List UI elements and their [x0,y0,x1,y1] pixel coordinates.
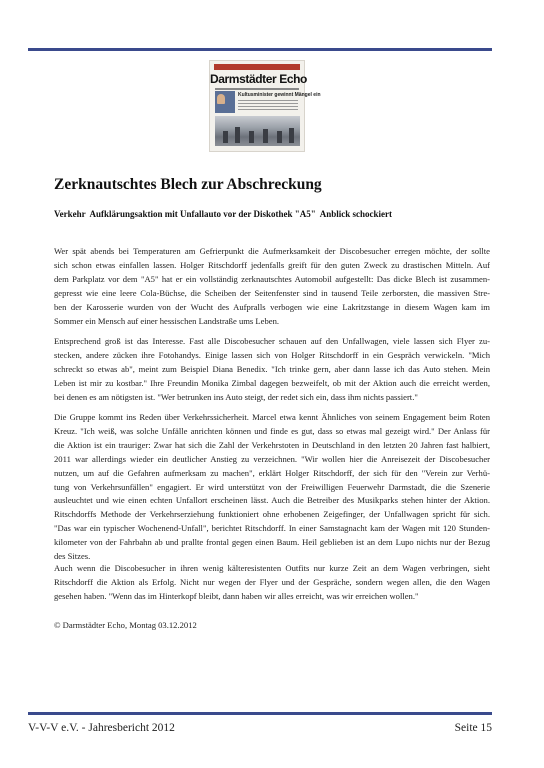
clipping-accent-bar [214,64,300,70]
text-line: Sommer ein Mensch auf einer hessischen Landstraße ums Leben. [54,315,280,326]
article-subheadline: Verkehr Aufklärungsaktion mit Unfallauto vor der Diskothek "A5" Anblick schockiert [54,209,392,219]
text-line: gepresst wie eine leere Cola-Büchse, die Scheiben der Seitenfenster sind in tausend Teile zerborsten, die massiven Stre- [54,287,490,298]
text-line: Leben ist mir zu kostbar." Ihre Freundin Monika Zimbal dagegen bezweifelt, ob mit der Aktion auch die erreicht werden, [54,377,490,388]
clipping-text-lines [238,100,298,112]
text-line: Ritschdorffs Methode der Verkehrserziehung funktioniert ohne erhobenen Zeigefinger, der Unfallwagen spricht für sich. [54,509,490,520]
footer-page-number: Seite 15 [454,722,492,734]
text-line: Ritschdorff die Aktion als Erfolg. Nicht nur wegen der Flyer und der Gespräche, sondern wegen allen, die den Wagen [54,576,490,587]
text-line: nutzen, um auf die Gefahren aufmerksam zu machen", erklärt Holger Ritschdorff, der sich für den "Verein zur Verhü- [54,467,490,478]
text-line: die Aktion ist ein trauriger: Zwar hat sich die Zahl der Verkehrstoten in Deutschland in den letzten 20 Jahren fast halbiert, [54,439,490,450]
text-line: bei denen es am nötigsten ist. "Wer betrunken ins Auto steigt, der redet sich ein, dass ihm nichts passiert." [54,391,418,402]
clipping-main-photo [215,116,300,146]
text-line: gesehen haben. "Wenn das im Hinterkopf bleibt, dann haben wir alles erreicht, was wir erreichen wollen." [54,590,419,601]
clipping-headline: Kultusminister gewinnt Mängel ein [238,92,321,98]
text-line: Die Gruppe kommt ins Reden über Verkehrssicherheit. Marcel etwa kennt Ähnliches von seinem Engagement beim Roten [54,412,490,422]
source-credit: © Darmstädter Echo, Montag 03.12.2012 [54,620,197,630]
newspaper-clipping-image [209,60,321,152]
text-line: ausleuchtet und wie einen echten Unfallort erscheinen lässt. Auch die Betreiber des Musikparks stehen hinter der Aktion. [54,495,490,506]
article-paragraph-2 [54,335,490,405]
clipping-rule [215,88,299,90]
text-line: Entsprechend groß ist das Interesse. Fast alle Discobesucher schauen auf den Unfallwagen, viele lassen sich Flyer zu- [54,336,490,346]
text-line: 2011 war allerdings wieder ein deutlicher Anstieg zu verzeichnen. "Wir wollen hier die Anreisezeit der Discobesucher [54,453,490,464]
text-line: kilometer von der Fahrbahn ab und prallte frontal gegen einen Baum. Heil geblieben ist an dem Lupo nichts nur der Bezug [54,537,490,548]
article-paragraph-3 [54,411,490,564]
text-line: Auch wenn die Discobesucher in ihren wenig kälteresistenten Outfits nur kurze Zeit an dem Wagen verbringen, sieht [54,563,490,573]
footer-report-title: V-V-V e.V. - Jahresbericht 2012 [28,722,175,734]
text-line: "Das war ein typischer Wochenend-Unfall", berichtet Ritschdorff. In einer Samstagnacht kam der Wagen mit 120 Stunden- [54,523,490,534]
text-line: Kreuz. "Ich weiß, was solche Unfälle anrichten können und finde es gut, dass so etwas mal gezeigt wird." Der Anlass für [54,425,490,436]
article-headline: Zerknautschtes Blech zur Abschreckung [54,176,322,193]
article-paragraph-1 [54,245,490,328]
clipping-portrait-face [217,94,225,104]
text-line: stecken, andere zücken ihre Fotohandys. Einige lassen sich von Holger Ritschdorff in ein Gespräch verwickeln. "Mich [54,349,490,360]
text-line: dem Parkplatz vor dem "A5" hat er ein vollständig zerknautschtes Automobil aufgestellt: Das dicke Blech ist zusammen- [54,273,490,284]
text-line: tung von Verkehrsunfällen" engagiert. Er wird unterstützt von der Freiwilligen Feuerwehr Darmstadt, die die Szenerie [54,481,490,492]
text-line: ben der Karosserie wurden von der Wucht des Aufpralls verbogen wie eine Lakritzstange in diesem Wagen kam im [54,301,490,312]
text-line: sich schon etwas einfallen lassen. Holger Ritschdorff jedenfalls greift für den guten Zweck zu drastischen Mitteln. Auf [54,259,490,270]
text-line: Wer spät abends bei Temperaturen am Gefrierpunkt die Aufmerksamkeit der Discobesucher erregen möchte, der sollte [54,246,490,256]
text-line: des Sitzes. [54,551,91,562]
text-line: schreckt so etwas ab", meint zum Beispiel Diana Benedix. "Ich trinke gern, aber dann lasse ich das Auto stehen. Mein [54,363,490,374]
top-divider [28,48,492,51]
clipping-masthead: Darmstädter Echo [210,72,307,86]
article-paragraph-4 [54,562,490,604]
bottom-divider [28,712,492,715]
